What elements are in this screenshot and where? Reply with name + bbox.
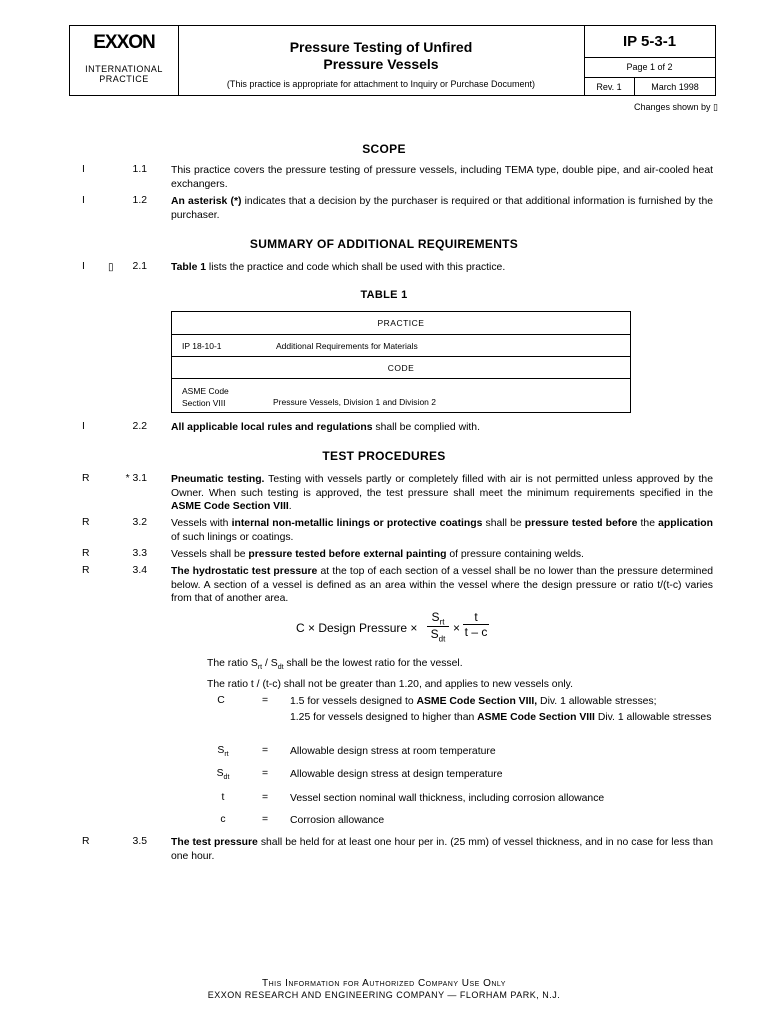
definition-symbol: $S_{dt}$ xyxy=(216,768,230,782)
definition-text: 1.5 for vessels designed to ASME Code Section VIII, Div. 1 allowable stresses; xyxy=(290,696,657,707)
revision-date: March 1998 xyxy=(651,82,699,92)
table-cell: Additional Requirements for Materials xyxy=(276,341,418,351)
table-cell: Pressure Vessels, Division 1 and Division 2 xyxy=(273,397,436,407)
change-flag: I xyxy=(82,261,85,272)
document-subtitle: (This practice is appropriate for attachment to Inquiry or Purchase Document) xyxy=(226,79,536,89)
change-flag: R xyxy=(82,548,90,559)
document-title: Pressure Testing of Unfired Pressure Vessels xyxy=(289,39,473,72)
clause-number: 3.2 xyxy=(132,517,147,528)
definition-equals: = xyxy=(262,745,269,756)
change-flag: I xyxy=(82,195,85,206)
document-header xyxy=(69,25,716,96)
definition-text: Allowable design stress at room temperature xyxy=(290,746,496,757)
requirements-table xyxy=(171,311,631,413)
change-flag: R xyxy=(82,517,90,528)
footer-company: EXXON RESEARCH AND ENGINEERING COMPANY — FLORHAM PARK, N.J. xyxy=(207,990,561,1000)
clause-text: Vessels shall be pressure tested before external painting of pressure containing welds. xyxy=(171,549,584,560)
ratio-note: The ratio $S_{rt} / S_{dt}$ shall be the lowest ratio for the vessel. xyxy=(207,658,463,672)
stress-ratio: $S_{rt}$ $S_{dt}$ xyxy=(427,610,449,644)
clause-text: Pneumatic testing. Testing with vessels partly or completely filled with air is not permitted unless approved by the Owner. When such testing is approved, the test pressure shall meet the minimum requirements specified in the ASME Code Section VIII. xyxy=(171,474,713,512)
change-flag: I xyxy=(82,164,85,175)
change-flag: R xyxy=(82,836,90,847)
section-heading-test-procedures: TEST PROCEDURES xyxy=(322,449,446,463)
change-bar-marker: ▯ xyxy=(108,262,114,273)
thickness-ratio: $\frac{t}{t - c}$ xyxy=(464,610,488,639)
table-cell: IP 18-10-1 xyxy=(182,341,222,351)
exxon-logo: EXXON xyxy=(93,32,155,53)
section-heading-scope: SCOPE xyxy=(362,142,406,156)
clause-text: The hydrostatic test pressure at the top of each section of a vessel shall be no lower than the pressure determined below. A section of a vessel is defined as an area within the vessel where the design pressure or ratio t/(t-c) varies from that of another area. xyxy=(171,566,714,604)
definition-text: 1.25 for vessels designed to higher than ASME Code Section VIII Div. 1 allowable stresses xyxy=(290,712,712,723)
clause-number: 3.3 xyxy=(132,548,147,559)
clause-number: 2.1 xyxy=(132,261,147,272)
clause-number: 3.5 xyxy=(132,836,147,847)
table-header-code: CODE xyxy=(172,357,630,379)
table-title: TABLE 1 xyxy=(360,289,408,301)
clause-text: All applicable local rules and regulations shall be complied with. xyxy=(171,422,480,433)
ratio-note: The ratio t / (t-c) shall not be greater than 1.20, and applies to new vessels only. xyxy=(207,679,573,690)
clause-number: * 3.1 xyxy=(125,473,147,484)
table-row xyxy=(172,379,630,412)
definition-equals: = xyxy=(262,814,269,825)
revision: Rev. 1 xyxy=(584,78,635,96)
clause-text: This practice covers the pressure testing of pressure vessels, including TEMA type, double pipe, and air-cooled heat exchangers. xyxy=(171,165,713,190)
clause-number: 1.1 xyxy=(132,164,147,175)
revision-row xyxy=(584,78,715,96)
definition-equals: = xyxy=(262,792,269,803)
definition-text: Corrosion allowance xyxy=(290,815,385,826)
practice-label: INTERNATIONAL PRACTICE xyxy=(85,64,163,84)
change-flag: R xyxy=(82,473,90,484)
clause-text: The test pressure shall be held for at least one hour per in. (25 mm) of vessel thickness, and in no case for less than one hour. xyxy=(171,837,714,862)
clause-text: An asterisk (*) indicates that a decision by the purchaser is required or that additional information is furnished by the purchaser. xyxy=(171,196,713,221)
page-indicator: Page 1 of 2 xyxy=(584,58,715,78)
definition-symbol: t xyxy=(221,792,225,803)
definition-equals: = xyxy=(262,768,269,779)
title-cell xyxy=(178,26,585,95)
definition-symbol: $S_{rt}$ xyxy=(217,745,229,759)
definition-symbol: c xyxy=(220,814,226,825)
clause-number: 3.4 xyxy=(132,565,147,576)
table-row xyxy=(172,335,630,357)
clause-text: Table 1 lists the practice and code which shall be used with this practice. xyxy=(171,262,506,273)
section-heading-summary: SUMMARY OF ADDITIONAL REQUIREMENTS xyxy=(249,237,519,251)
definition-text: Allowable design stress at design temperature xyxy=(290,769,503,780)
id-cell xyxy=(584,26,715,95)
change-flag: R xyxy=(82,565,90,576)
definition-equals: = xyxy=(262,695,269,706)
definition-text: Vessel section nominal wall thickness, including corrosion allowance xyxy=(290,793,605,804)
clause-number: 2.2 xyxy=(132,421,147,432)
footer-notice: This Information for Authorized Company Use Only xyxy=(262,978,506,989)
definition-symbol: C xyxy=(217,695,225,706)
clause-number: 1.2 xyxy=(132,195,147,206)
logo-cell xyxy=(70,26,179,95)
table-cell: ASME Code Section VIII xyxy=(182,386,229,408)
document-id: IP 5-3-1 xyxy=(584,26,715,58)
change-flag: I xyxy=(82,421,85,432)
table-header-practice: PRACTICE xyxy=(172,312,630,335)
changes-note: Changes shown by ▯ xyxy=(633,102,718,112)
clause-text: Vessels with internal non-metallic linings or protective coatings shall be pressure tested before the application of such linings or coatings. xyxy=(171,518,713,543)
